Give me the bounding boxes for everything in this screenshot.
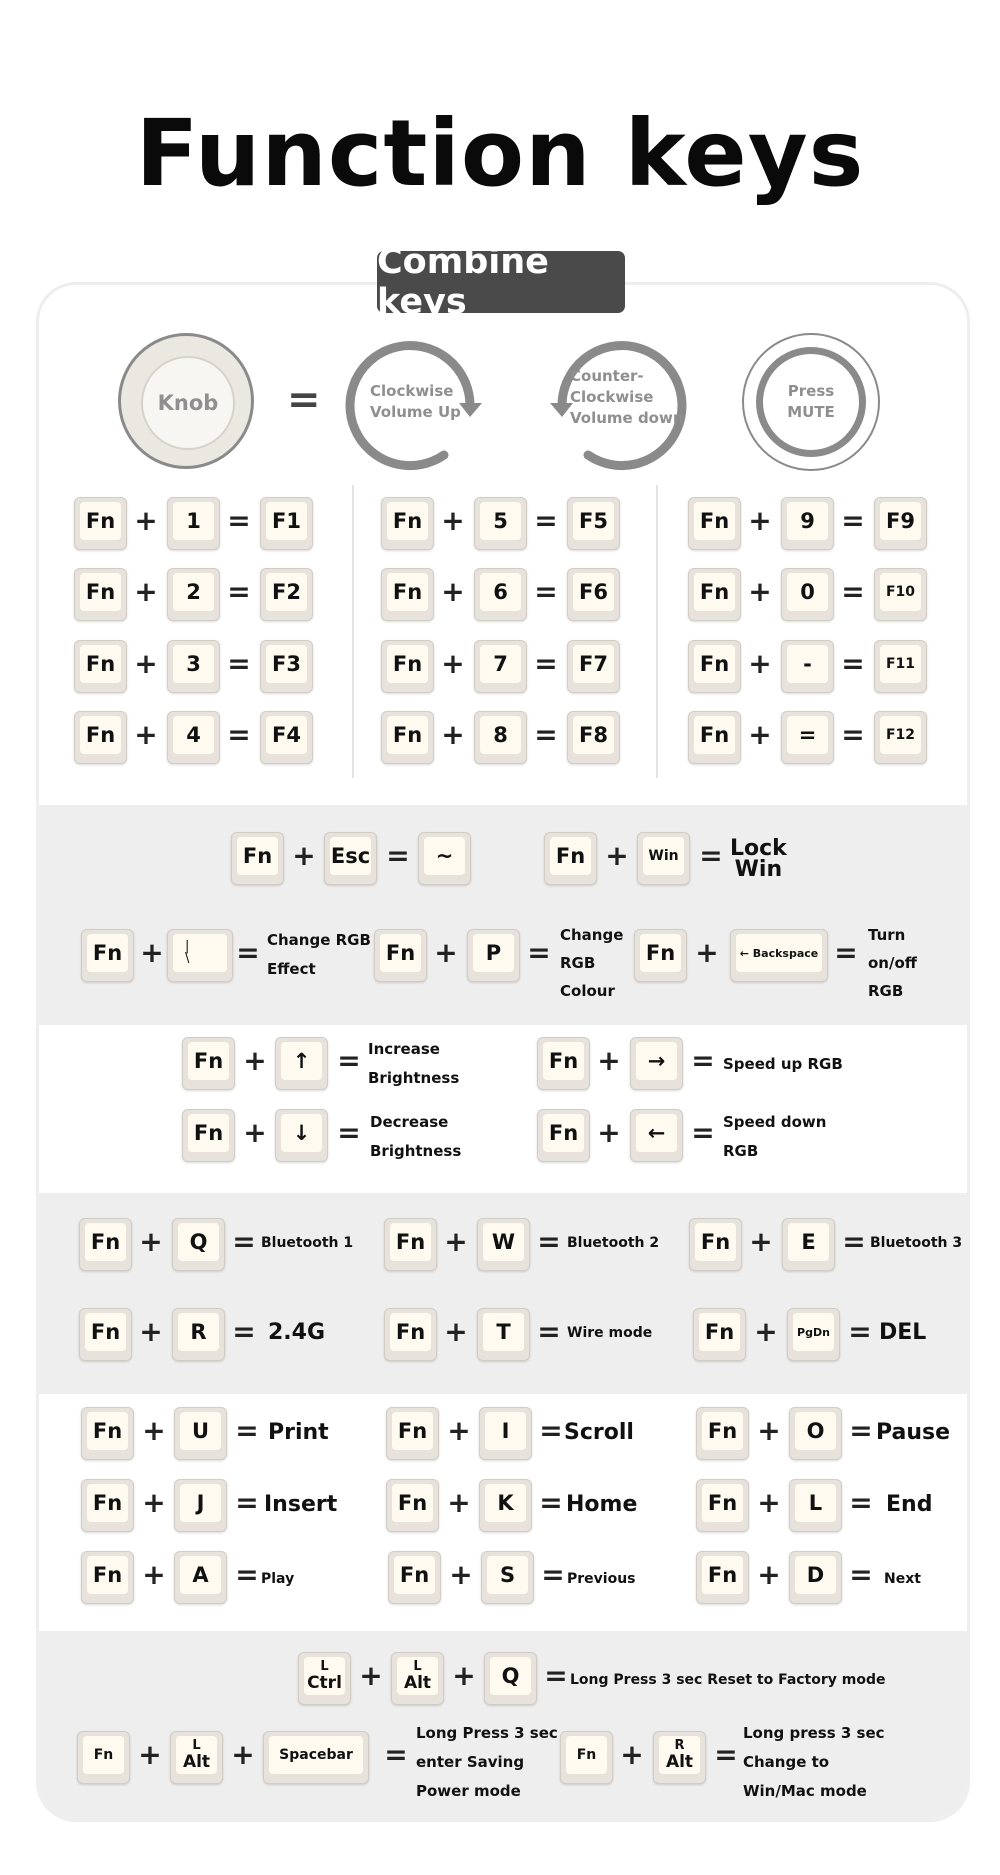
equals-sign: = — [235, 1558, 259, 1591]
plus-sign: + — [142, 1558, 166, 1591]
key-3[interactable]: 3 — [167, 640, 220, 693]
column-divider-1 — [352, 485, 354, 778]
equals-sign: = — [235, 1486, 259, 1519]
key-f3[interactable]: F3 — [260, 640, 313, 693]
fn-key[interactable]: Fn — [384, 1218, 437, 1271]
fn-key[interactable]: Fn — [688, 497, 741, 550]
fn-key[interactable]: Fn — [79, 1218, 132, 1271]
lock-win-result: Lock Win — [730, 836, 787, 882]
fn-key[interactable]: Fn — [689, 1218, 742, 1271]
equals-sign: = — [541, 1558, 565, 1591]
equals-sign: = — [849, 1486, 873, 1519]
key-d[interactable]: D — [789, 1551, 842, 1604]
key-0[interactable]: 0 — [781, 568, 834, 621]
equals-sign: = — [841, 575, 865, 608]
equals-sign: = — [527, 936, 551, 969]
knob-equals: = — [287, 377, 321, 423]
fn-key[interactable]: Fn — [182, 1109, 235, 1162]
fn-key[interactable]: Fn — [79, 1308, 132, 1361]
clockwise-line1: Clockwise — [370, 382, 454, 400]
key-f6[interactable]: F6 — [567, 568, 620, 621]
fn-key[interactable]: Fn — [386, 1407, 439, 1460]
plus-sign: + — [748, 504, 772, 537]
counter-clockwise-label — [570, 366, 684, 429]
key-backspace[interactable]: ← Backspace — [730, 929, 828, 982]
wire-mode-result: Wire mode — [567, 1325, 653, 1341]
plus-sign: + — [449, 1558, 473, 1591]
plus-sign: + — [447, 1486, 471, 1519]
key-f10[interactable]: F10 — [874, 568, 927, 621]
equals-sign: = — [537, 1315, 561, 1348]
equals-sign: = — [539, 1414, 563, 1447]
factory-reset-result: Long Press 3 sec Reset to Factory mode — [570, 1672, 886, 1688]
plus-sign: + — [757, 1414, 781, 1447]
key-k[interactable]: K — [479, 1479, 532, 1532]
key-6[interactable]: 6 — [474, 568, 527, 621]
key-t[interactable]: T — [477, 1308, 530, 1361]
equals-sign: = — [534, 504, 558, 537]
key-o[interactable]: O — [789, 1407, 842, 1460]
key-f2[interactable]: F2 — [260, 568, 313, 621]
plus-sign: + — [134, 647, 158, 680]
plus-sign: + — [142, 1414, 166, 1447]
key-4[interactable]: 4 — [167, 711, 220, 764]
fn-key[interactable]: Fn — [74, 497, 127, 550]
equals-sign: = — [691, 1044, 715, 1077]
press-line1: Press — [787, 382, 835, 400]
key-f5[interactable]: F5 — [567, 497, 620, 550]
key-backslash[interactable]: | \ — [167, 929, 233, 982]
fn-key[interactable]: Fn — [182, 1037, 235, 1090]
plus-sign: + — [441, 718, 465, 751]
equals-sign: = — [849, 1558, 873, 1591]
fn-key[interactable]: Fn — [696, 1551, 749, 1604]
rgb-toggle-result: Turn on/off RGB — [868, 926, 917, 1000]
key-l[interactable]: L — [789, 1479, 842, 1532]
key-f8[interactable]: F8 — [567, 711, 620, 764]
plus-sign: + — [441, 647, 465, 680]
plus-sign: + — [359, 1659, 383, 1692]
key-right-alt[interactable]: R Alt — [653, 1731, 706, 1784]
equals-sign: = — [539, 1486, 563, 1519]
key-j[interactable]: J — [174, 1479, 227, 1532]
key-spacebar[interactable]: Spacebar — [263, 1731, 369, 1784]
plus-sign: + — [444, 1315, 468, 1348]
plus-sign: + — [605, 839, 629, 872]
equals-sign: = — [841, 718, 865, 751]
fn-key[interactable]: Fn — [384, 1308, 437, 1361]
fn-key[interactable]: Fn — [74, 640, 127, 693]
fn-key[interactable]: Fn — [81, 1551, 134, 1604]
key-q[interactable]: Q — [172, 1218, 225, 1271]
fn-key[interactable]: Fn — [537, 1109, 590, 1162]
equals-sign: = — [384, 1738, 408, 1771]
key-f11[interactable]: F11 — [874, 640, 927, 693]
plus-sign: + — [447, 1414, 471, 1447]
key-equal[interactable]: = — [781, 711, 834, 764]
key-s[interactable]: S — [481, 1551, 534, 1604]
key-arrow-up[interactable]: ↑ — [275, 1037, 328, 1090]
counter-line2: Clockwise — [570, 388, 654, 406]
section-badge: Combine keys — [377, 251, 625, 313]
key-r[interactable]: R — [172, 1308, 225, 1361]
equals-sign: = — [232, 1225, 256, 1258]
bluetooth-3-result: Bluetooth 3 — [870, 1235, 963, 1251]
plus-sign: + — [243, 1044, 267, 1077]
key-left-alt[interactable]: L Alt — [170, 1731, 223, 1784]
plus-sign: + — [134, 575, 158, 608]
key-f1[interactable]: F1 — [260, 497, 313, 550]
plus-sign: + — [597, 1116, 621, 1149]
plus-sign: + — [140, 936, 164, 969]
fn-key[interactable]: Fn — [386, 1479, 439, 1532]
key-7[interactable]: 7 — [474, 640, 527, 693]
plus-sign: + — [749, 1225, 773, 1258]
home-result: Home — [566, 1492, 638, 1517]
key-arrow-right[interactable]: → — [630, 1037, 683, 1090]
power-saving-result: Long Press 3 sec enter Saving Power mode — [416, 1724, 558, 1800]
plus-sign: + — [441, 575, 465, 608]
plus-sign: + — [142, 1486, 166, 1519]
equals-sign: = — [227, 718, 251, 751]
key-minus[interactable]: - — [781, 640, 834, 693]
plus-sign: + — [695, 936, 719, 969]
fn-key[interactable]: Fn — [231, 832, 284, 885]
end-result: End — [886, 1492, 933, 1517]
knob-label: Knob — [141, 356, 235, 450]
clockwise-label — [370, 381, 461, 423]
fn-key[interactable]: Fn — [381, 568, 434, 621]
fn-key[interactable]: Fn — [688, 568, 741, 621]
equals-sign: = — [534, 718, 558, 751]
2-4g-result: 2.4G — [268, 1320, 326, 1345]
equals-sign: = — [337, 1044, 361, 1077]
fn-key[interactable]: Fn — [77, 1731, 130, 1784]
press-line2: MUTE — [787, 403, 835, 421]
del-result: DEL — [879, 1320, 927, 1345]
scroll-result: Scroll — [564, 1420, 634, 1445]
plus-sign: + — [748, 647, 772, 680]
rgb-effect-result: Change RGB Effect — [267, 931, 371, 978]
increase-brightness-result: Increase Brightness — [368, 1040, 460, 1087]
equals-sign: = — [841, 504, 865, 537]
speed-up-rgb-result: Speed up RGB — [723, 1055, 843, 1073]
plus-sign: + — [139, 1225, 163, 1258]
page-title: Function keys — [135, 100, 865, 207]
fn-key[interactable]: Fn — [381, 640, 434, 693]
fn-key[interactable]: Fn — [388, 1551, 441, 1604]
key-i[interactable]: I — [479, 1407, 532, 1460]
plus-sign: + — [452, 1659, 476, 1692]
fn-key[interactable]: Fn — [381, 497, 434, 550]
fn-key[interactable]: Fn — [696, 1479, 749, 1532]
plus-sign: + — [134, 504, 158, 537]
plus-sign: + — [138, 1738, 162, 1771]
equals-sign: = — [227, 504, 251, 537]
key-1[interactable]: 1 — [167, 497, 220, 550]
pause-result: Pause — [876, 1420, 951, 1445]
plus-sign: + — [620, 1738, 644, 1771]
fn-key[interactable]: Fn — [81, 1407, 134, 1460]
key-u[interactable]: U — [174, 1407, 227, 1460]
key-arrow-down[interactable]: ↓ — [275, 1109, 328, 1162]
equals-sign: = — [534, 575, 558, 608]
bluetooth-2-result: Bluetooth 2 — [567, 1235, 660, 1251]
next-result: Next — [884, 1571, 921, 1587]
plus-sign: + — [757, 1486, 781, 1519]
plus-sign: + — [597, 1044, 621, 1077]
key-f9[interactable]: F9 — [874, 497, 927, 550]
equals-sign: = — [842, 1225, 866, 1258]
key-f4[interactable]: F4 — [260, 711, 313, 764]
plus-sign: + — [754, 1315, 778, 1348]
key-left-alt[interactable]: L Alt — [391, 1652, 444, 1705]
decrease-brightness-result: Decrease Brightness — [370, 1113, 462, 1160]
equals-sign: = — [337, 1116, 361, 1149]
rgb-colour-result: Change RGB Colour — [560, 926, 624, 1000]
fn-key[interactable]: Fn — [634, 929, 687, 982]
equals-sign: = — [534, 647, 558, 680]
equals-sign: = — [849, 1414, 873, 1447]
column-divider-2 — [656, 485, 658, 778]
key-e[interactable]: E — [782, 1218, 835, 1271]
equals-sign: = — [236, 936, 260, 969]
equals-sign: = — [691, 1116, 715, 1149]
fn-key[interactable]: Fn — [544, 832, 597, 885]
knob-icon — [118, 333, 254, 469]
fn-key[interactable]: Fn — [537, 1037, 590, 1090]
key-arrow-left[interactable]: ← — [630, 1109, 683, 1162]
fn-key[interactable]: Fn — [74, 711, 127, 764]
equals-sign: = — [227, 575, 251, 608]
speed-down-rgb-result: Speed down RGB — [723, 1113, 827, 1160]
counter-line3: Volume down — [570, 409, 684, 427]
key-8[interactable]: 8 — [474, 711, 527, 764]
fn-key[interactable]: Fn — [688, 711, 741, 764]
plus-sign: + — [434, 936, 458, 969]
key-q[interactable]: Q — [484, 1652, 537, 1705]
key-2[interactable]: 2 — [167, 568, 220, 621]
fn-key[interactable]: Fn — [81, 1479, 134, 1532]
print-result: Print — [268, 1420, 329, 1445]
equals-sign: = — [848, 1315, 872, 1348]
insert-result: Insert — [264, 1492, 338, 1517]
key-pgdn[interactable]: PgDn — [787, 1308, 840, 1361]
counter-line1: Counter- — [570, 367, 644, 385]
equals-sign: = — [232, 1315, 256, 1348]
key-a[interactable]: A — [174, 1551, 227, 1604]
key-tilde[interactable]: ~ — [418, 832, 471, 885]
plus-sign: + — [243, 1116, 267, 1149]
fn-key[interactable]: Fn — [693, 1308, 746, 1361]
fn-key[interactable]: Fn — [74, 568, 127, 621]
os-mode-result: Long press 3 sec Change to Win/Mac mode — [743, 1724, 885, 1800]
equals-sign: = — [841, 647, 865, 680]
key-5[interactable]: 5 — [474, 497, 527, 550]
key-left-ctrl[interactable]: L Ctrl — [298, 1652, 351, 1705]
fn-key[interactable]: Fn — [560, 1731, 613, 1784]
equals-sign: = — [537, 1225, 561, 1258]
previous-result: Previous — [567, 1571, 636, 1587]
key-win[interactable]: Win — [637, 832, 690, 885]
key-f7[interactable]: F7 — [567, 640, 620, 693]
equals-sign: = — [834, 936, 858, 969]
plus-sign: + — [748, 575, 772, 608]
equals-sign: = — [386, 839, 410, 872]
key-9[interactable]: 9 — [781, 497, 834, 550]
equals-sign: = — [699, 839, 723, 872]
key-w[interactable]: W — [477, 1218, 530, 1271]
equals-sign: = — [235, 1414, 259, 1447]
fn-key[interactable]: Fn — [696, 1407, 749, 1460]
key-f12[interactable]: F12 — [874, 711, 927, 764]
fn-key[interactable]: Fn — [81, 929, 134, 982]
fn-key[interactable]: Fn — [688, 640, 741, 693]
plus-sign: + — [757, 1558, 781, 1591]
press-mute-icon — [742, 333, 880, 471]
band-esc-rgb — [39, 805, 967, 1025]
play-result: Play — [261, 1571, 295, 1587]
key-esc[interactable]: Esc — [324, 832, 377, 885]
bluetooth-1-result: Bluetooth 1 — [261, 1235, 354, 1251]
equals-sign: = — [714, 1738, 738, 1771]
key-p[interactable]: P — [467, 929, 520, 982]
plus-sign: + — [231, 1738, 255, 1771]
plus-sign: + — [134, 718, 158, 751]
plus-sign: + — [444, 1225, 468, 1258]
clockwise-line2: Volume Up — [370, 403, 461, 421]
equals-sign: = — [227, 647, 251, 680]
fn-key[interactable]: Fn — [381, 711, 434, 764]
equals-sign: = — [544, 1659, 568, 1692]
plus-sign: + — [139, 1315, 163, 1348]
plus-sign: + — [748, 718, 772, 751]
fn-key[interactable]: Fn — [374, 929, 427, 982]
plus-sign: + — [292, 839, 316, 872]
plus-sign: + — [441, 504, 465, 537]
